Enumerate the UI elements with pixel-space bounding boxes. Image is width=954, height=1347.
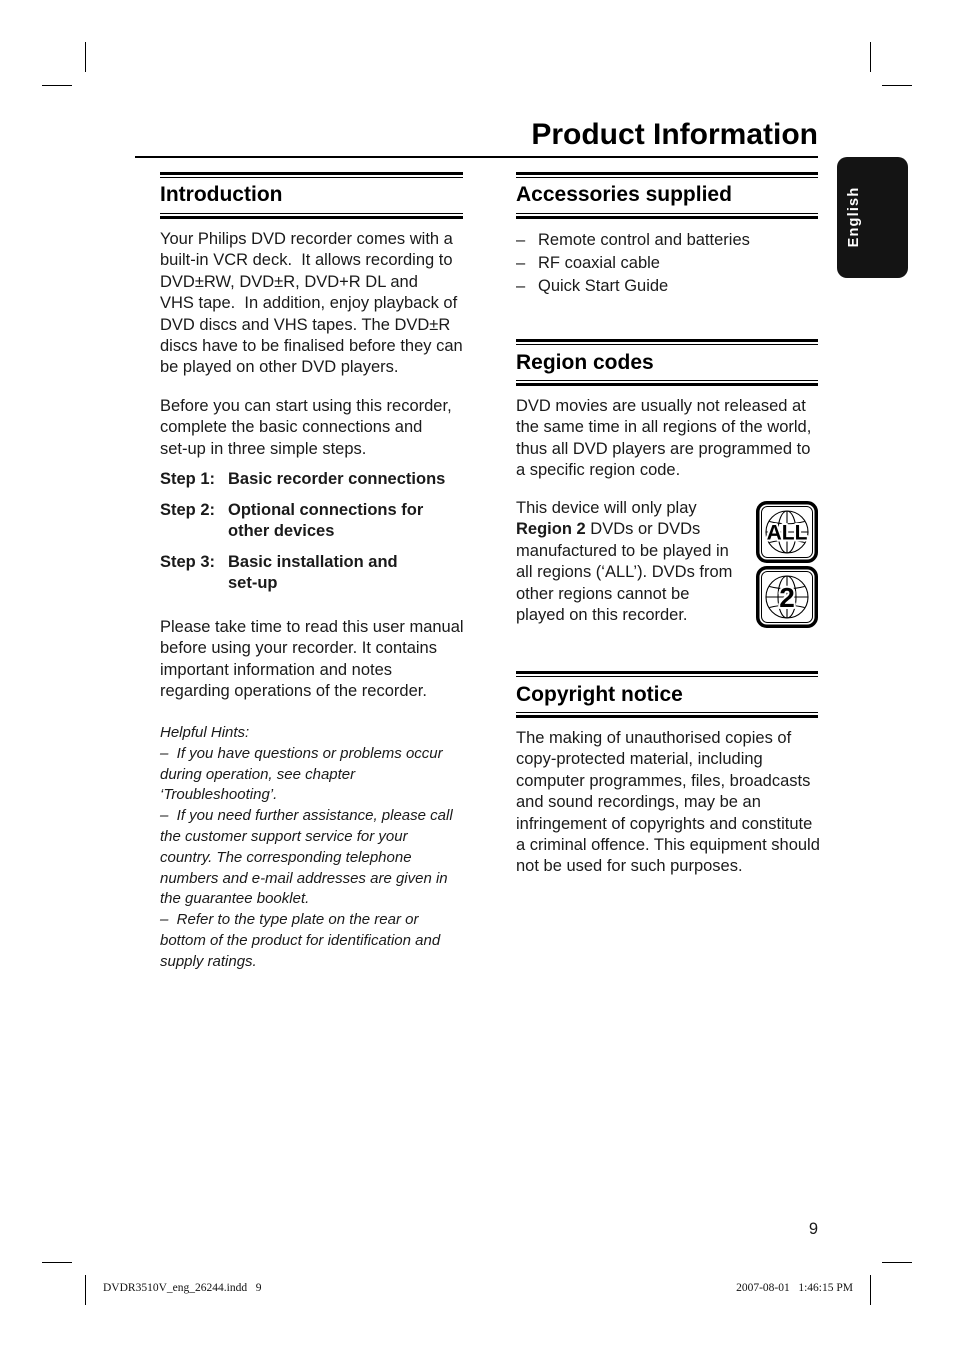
- title-rule: [135, 156, 818, 158]
- text-segment: DVDs or DVDs: [585, 520, 701, 539]
- region-icon-label: ALL: [766, 521, 808, 545]
- region-label-bold: Region 2: [516, 520, 586, 539]
- paragraph: [516, 728, 820, 878]
- text-line: bottom of the product for identification and: [160, 931, 441, 949]
- text-line: be played on other DVD players.: [160, 358, 399, 377]
- hints-title: Helpful Hints:: [160, 724, 250, 741]
- text-line: DVD movies are usually not released at: [516, 397, 806, 415]
- list-item-text: Remote control and batteries: [538, 231, 750, 249]
- text-line: numbers and e-mail addresses are given in: [160, 869, 448, 887]
- crop-mark: [882, 85, 912, 86]
- text-line: other regions cannot be: [516, 584, 690, 603]
- paragraph: [516, 498, 732, 626]
- step-label: Step 1:: [160, 470, 216, 488]
- paragraph: [516, 396, 811, 482]
- text-line: set-up in three simple steps.: [160, 439, 367, 458]
- text-line: before using your recorder. It contains: [160, 639, 437, 658]
- page-number: 9: [808, 1220, 818, 1238]
- list-item: [516, 275, 750, 298]
- section-rule-top: [516, 339, 818, 345]
- language-tab: [837, 157, 908, 278]
- crop-mark: [42, 85, 72, 86]
- text-line: Please take time to read this user manual: [160, 618, 464, 636]
- list-item: [516, 229, 750, 252]
- step-item: [160, 552, 398, 595]
- text-line: important information and notes: [160, 660, 393, 679]
- text-line: Optional connections for: [228, 501, 424, 519]
- region-icon-label: 2: [779, 582, 795, 613]
- text-line: DVD discs and VHS tapes. The DVD±R: [160, 315, 451, 334]
- region-all-icon: [756, 501, 818, 563]
- list-bullet: –: [516, 231, 526, 249]
- footer-timestamp: 2007-08-01 1:46:15 PM: [736, 1282, 853, 1294]
- text-line: a specific region code.: [516, 461, 681, 480]
- text-line: complete the basic connections and: [160, 418, 423, 437]
- text-line: the same time in all regions of the world,: [516, 418, 812, 437]
- text-line: supply ratings.: [160, 952, 257, 970]
- crop-mark: [85, 1275, 86, 1305]
- paragraph: [160, 396, 452, 460]
- step-item: [160, 469, 445, 490]
- section-rule-bottom: [160, 213, 463, 219]
- section-heading-introduction: Introduction: [160, 183, 283, 206]
- text-line: set-up: [228, 574, 278, 593]
- text-line: ‘Troubleshooting’.: [160, 786, 278, 804]
- crop-mark: [870, 42, 871, 72]
- section-heading-copyright: Copyright notice: [516, 683, 683, 706]
- text-line: This device will only play: [516, 499, 697, 517]
- text-line: computer programmes, files, broadcasts: [516, 771, 811, 790]
- crop-mark: [882, 1262, 912, 1263]
- page-title: Product Information: [531, 118, 818, 151]
- step-text: [228, 500, 423, 543]
- section-rule-top: [516, 671, 818, 677]
- text-line: DVD±RW, DVD±R, DVD+R DL and: [160, 272, 418, 291]
- step-label: Step 2:: [160, 501, 216, 519]
- text-line: and sound recordings, may be an: [516, 793, 761, 812]
- text-line: the guarantee booklet.: [160, 890, 310, 908]
- crop-mark: [870, 1275, 871, 1305]
- step-text: [228, 469, 445, 490]
- section-rule-top: [516, 172, 818, 178]
- text-line: thus all DVD players are programmed to: [516, 439, 811, 458]
- text-line: – If you have questions or problems occur: [160, 744, 443, 762]
- text-line: [516, 519, 732, 540]
- helpful-hints: [160, 723, 453, 973]
- list-bullet: –: [516, 254, 526, 272]
- crop-mark: [85, 42, 86, 72]
- text-line: manufactured to be played in: [516, 541, 729, 560]
- text-line: built-in VCR deck. It allows recording to: [160, 251, 453, 270]
- text-line: infringement of copyrights and constitute: [516, 814, 813, 833]
- text-line: during operation, see chapter: [160, 765, 356, 783]
- region-2-icon: [756, 566, 818, 628]
- section-heading-region-codes: Region codes: [516, 351, 654, 374]
- paragraph: [160, 617, 464, 703]
- language-tab-label: English: [846, 186, 862, 248]
- section-rule-bottom: [516, 380, 818, 386]
- text-line: other devices: [228, 522, 335, 541]
- section-rule-top: [160, 172, 463, 178]
- text-line: – Refer to the type plate on the rear or: [160, 911, 419, 929]
- text-line: regarding operations of the recorder.: [160, 682, 427, 701]
- paragraph: [160, 229, 463, 379]
- text-line: all regions (‘ALL’). DVDs from: [516, 563, 733, 582]
- text-line: played on this recorder.: [516, 605, 688, 624]
- section-heading-accessories: Accessories supplied: [516, 183, 732, 206]
- text-line: a criminal offence. This equipment should: [516, 835, 820, 854]
- crop-mark: [42, 1262, 72, 1263]
- text-line: not be used for such purposes.: [516, 857, 743, 876]
- text-line: – If you need further assistance, please call: [160, 807, 453, 825]
- text-line: country. The corresponding telephone: [160, 848, 412, 866]
- step-text: [228, 552, 398, 595]
- text-line: Before you can start using this recorder,: [160, 397, 452, 415]
- step-item: [160, 500, 423, 543]
- text-line: Your Philips DVD recorder comes with a: [160, 230, 453, 248]
- section-rule-bottom: [516, 213, 818, 219]
- text-line: the customer support service for your: [160, 827, 408, 845]
- text-line: VHS tape. In addition, enjoy playback of: [160, 294, 458, 313]
- text-line: copy-protected material, including: [516, 750, 763, 769]
- section-rule-bottom: [516, 712, 818, 718]
- text-line: Basic recorder connections: [228, 470, 446, 488]
- text-line: Basic installation and: [228, 553, 398, 571]
- list-item-text: Quick Start Guide: [538, 277, 669, 295]
- accessories-list: [516, 229, 750, 298]
- list-item-text: RF coaxial cable: [538, 254, 660, 272]
- text-line: discs have to be finalised before they can: [160, 336, 463, 355]
- footer-file-info: DVDR3510V_eng_26244.indd 9: [103, 1282, 262, 1294]
- step-label: Step 3:: [160, 553, 216, 571]
- list-item: [516, 252, 750, 275]
- text-line: The making of unauthorised copies of: [516, 729, 792, 747]
- list-bullet: –: [516, 277, 526, 295]
